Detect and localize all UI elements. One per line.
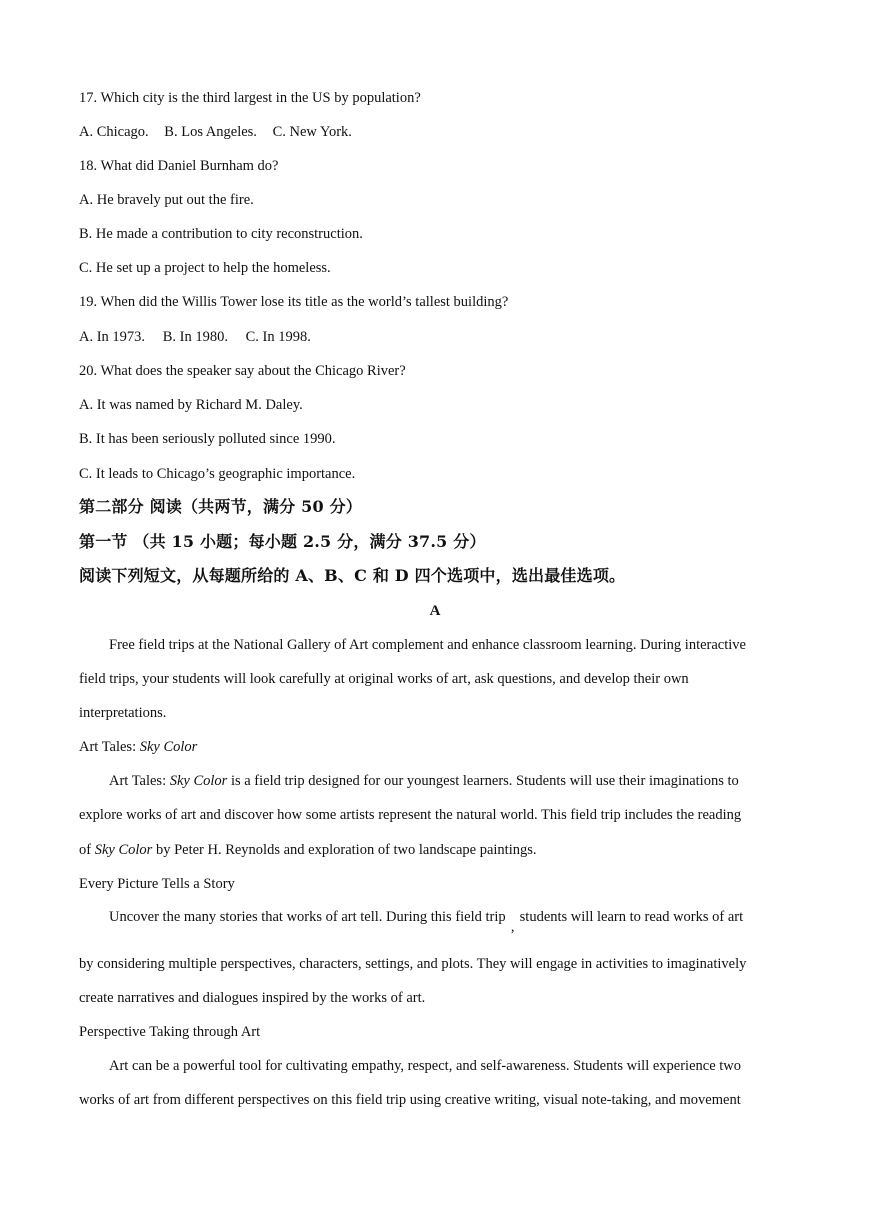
question-20-option-c: C. It leads to Chicago’s geographic importance. bbox=[79, 466, 356, 482]
intro-line-2: field trips, your students will look carefully at original works of art, ask questions, and develop their own bbox=[79, 671, 689, 687]
option-c: C. New York. bbox=[272, 124, 352, 140]
trip1-line-1 bbox=[109, 771, 739, 791]
question-20-stem: 20. What does the speaker say about the Chicago River? bbox=[79, 363, 406, 379]
part-title: 第二部分 阅读（共两节，满分 50 分） bbox=[79, 497, 362, 516]
heading-prefix: Art Tales: bbox=[79, 739, 140, 755]
text-segment: of bbox=[79, 842, 95, 858]
text-segment: by Peter H. Reynolds and exploration of two landscape paintings. bbox=[152, 842, 537, 858]
question-18-option-a: A. He bravely put out the fire. bbox=[79, 192, 254, 208]
question-17-options bbox=[79, 122, 352, 142]
text-segment: Art Tales: bbox=[109, 773, 170, 789]
heading-italic-title: Sky Color bbox=[139, 739, 198, 755]
question-18-stem: 18. What did Daniel Burnham do? bbox=[79, 158, 279, 174]
question-18-option-b: B. He made a contribution to city reconstruction. bbox=[79, 226, 363, 242]
text-segment: is a field trip designed for our youngest learners. Students will use their imaginations to bbox=[227, 773, 739, 789]
trip1-line-2: explore works of art and discover how some artists represent the natural world. This field trip includes the reading bbox=[79, 807, 742, 823]
trip2-line-2: by considering multiple perspectives, characters, settings, and plots. They will engage in activities to imaginatively bbox=[79, 956, 747, 972]
trip2-line-1 bbox=[109, 907, 744, 935]
option-a: A. Chicago. bbox=[79, 124, 149, 140]
section-subtitle: 第一节 （共 15 小题；每小题 2.5 分，满分 37.5 分） bbox=[79, 532, 486, 551]
text-segment: students will learn to read works of art bbox=[519, 909, 744, 925]
question-20-option-a: A. It was named by Richard M. Daley. bbox=[79, 397, 303, 413]
option-c: C. In 1998. bbox=[245, 329, 311, 345]
option-b: B. In 1980. bbox=[162, 329, 228, 345]
question-19-options bbox=[79, 327, 311, 347]
text-segment: Uncover the many stories that works of art tell. During this field trip bbox=[109, 909, 506, 925]
trip2-line-3: create narratives and dialogues inspired by the works of art. bbox=[79, 990, 426, 1006]
trip3-line-1: Art can be a powerful tool for cultivating empathy, respect, and self-awareness. Students will experience two bbox=[109, 1058, 742, 1074]
option-a: A. In 1973. bbox=[79, 329, 146, 345]
trip1-line-3 bbox=[79, 840, 537, 860]
trip-heading-art-tales bbox=[79, 737, 197, 757]
option-b: B. Los Angeles. bbox=[164, 124, 257, 140]
intro-line-3: interpretations. bbox=[79, 705, 167, 721]
question-17-stem: 17. Which city is the third largest in the US by population? bbox=[79, 90, 421, 106]
trip-heading-every-picture: Every Picture Tells a Story bbox=[79, 876, 235, 892]
question-20-option-b: B. It has been seriously polluted since 1990. bbox=[79, 431, 336, 447]
reading-instruction: 阅读下列短文，从每题所给的 A、B、C 和 D 四个选项中，选出最佳选项。 bbox=[79, 566, 626, 585]
question-18-option-c: C. He set up a project to help the homeless. bbox=[79, 260, 331, 276]
italic-title: Sky Color bbox=[94, 842, 153, 858]
intro-line-1: Free field trips at the National Gallery of Art complement and enhance classroom learning. During interactive bbox=[109, 637, 746, 653]
trip-heading-perspective: Perspective Taking through Art bbox=[79, 1024, 261, 1040]
italic-title: Sky Color bbox=[169, 773, 228, 789]
passage-label: A bbox=[429, 603, 441, 619]
question-19-stem: 19. When did the Willis Tower lose its title as the world’s tallest building? bbox=[79, 294, 509, 310]
trip3-line-2: works of art from different perspectives on this field trip using creative writing, visual note-taking, and movement bbox=[79, 1092, 741, 1108]
misplaced-comma: , bbox=[510, 919, 515, 935]
